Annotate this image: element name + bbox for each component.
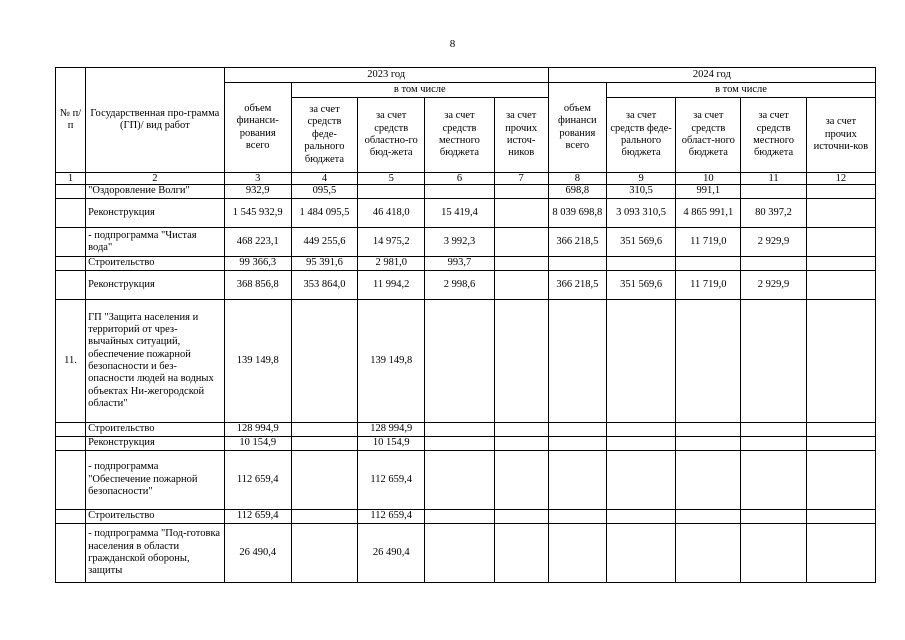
header-local-2024: за счет средств местного бюджета	[741, 98, 806, 173]
other-2024-cell	[806, 524, 875, 583]
federal-2024-cell	[606, 423, 675, 437]
federal-2024-cell	[606, 300, 675, 423]
regional-2023-cell: 46 418,0	[358, 199, 425, 228]
header-other-2023: за счет прочих источ-ников	[494, 98, 548, 173]
local-2024-cell	[741, 257, 806, 271]
volume-2023-cell: 128 994,9	[224, 423, 291, 437]
regional-2024-cell	[676, 451, 741, 510]
local-2024-cell	[741, 451, 806, 510]
other-2024-cell	[806, 451, 875, 510]
other-2023-cell	[494, 437, 548, 451]
regional-2023-cell: 10 154,9	[358, 437, 425, 451]
row-name-cell: ГП "Защита населения и территорий от чрез-вычайных ситуаций, обеспечение пожарной безопасности и без-опасности людей на водных объектах Ни-жегородской области"	[86, 300, 225, 423]
federal-2023-cell: 1 484 095,5	[291, 199, 357, 228]
regional-2023-cell: 26 490,4	[358, 524, 425, 583]
regional-2024-cell	[676, 510, 741, 524]
volume-2023-cell: 112 659,4	[224, 451, 291, 510]
volume-2023-cell: 112 659,4	[224, 510, 291, 524]
column-number: 9	[606, 173, 675, 185]
volume-2023-cell: 932,9	[224, 185, 291, 199]
local-2023-cell	[425, 300, 494, 423]
header-including-2024: в том числе	[606, 83, 875, 98]
row-number-cell	[56, 271, 86, 300]
local-2023-cell	[425, 423, 494, 437]
regional-2024-cell: 11 719,0	[676, 271, 741, 300]
federal-2023-cell	[291, 423, 357, 437]
other-2024-cell	[806, 257, 875, 271]
local-2023-cell: 993,7	[425, 257, 494, 271]
header-year-2024: 2024 год	[548, 68, 875, 83]
column-number: 12	[806, 173, 875, 185]
table-row	[56, 510, 876, 524]
volume-2024-cell: 8 039 698,8	[548, 199, 606, 228]
local-2023-cell	[425, 510, 494, 524]
federal-2023-cell	[291, 451, 357, 510]
table-header	[56, 68, 876, 173]
other-2023-cell	[494, 228, 548, 257]
column-number: 3	[224, 173, 291, 185]
federal-2024-cell: 351 569,6	[606, 271, 675, 300]
local-2024-cell	[741, 437, 806, 451]
volume-2023-cell: 468 223,1	[224, 228, 291, 257]
other-2023-cell	[494, 300, 548, 423]
regional-2023-cell: 2 981,0	[358, 257, 425, 271]
row-number-cell: 11.	[56, 300, 86, 423]
other-2024-cell	[806, 271, 875, 300]
column-number: 5	[358, 173, 425, 185]
table-row	[56, 423, 876, 437]
row-number-cell	[56, 199, 86, 228]
other-2023-cell	[494, 185, 548, 199]
header-col-num: № п/п	[56, 68, 86, 173]
local-2024-cell	[741, 510, 806, 524]
page-number: 8	[449, 38, 456, 50]
regional-2023-cell: 112 659,4	[358, 510, 425, 524]
column-number: 11	[741, 173, 806, 185]
table-row	[56, 524, 876, 583]
row-name-cell: Строительство	[86, 257, 225, 271]
column-number: 7	[494, 173, 548, 185]
regional-2023-cell: 14 975,2	[358, 228, 425, 257]
other-2024-cell	[806, 300, 875, 423]
volume-2024-cell: 366 218,5	[548, 228, 606, 257]
column-number: 2	[86, 173, 225, 185]
table-row	[56, 451, 876, 510]
regional-2023-cell: 139 149,8	[358, 300, 425, 423]
regional-2023-cell	[358, 185, 425, 199]
federal-2023-cell: 449 255,6	[291, 228, 357, 257]
other-2024-cell	[806, 185, 875, 199]
row-name-cell: Реконструкция	[86, 199, 225, 228]
local-2023-cell	[425, 451, 494, 510]
header-regional-2023: за счет средств областно-го бюд-жета	[358, 98, 425, 173]
volume-2024-cell	[548, 451, 606, 510]
row-number-cell	[56, 423, 86, 437]
other-2024-cell	[806, 228, 875, 257]
federal-2023-cell: 95 391,6	[291, 257, 357, 271]
row-number-cell	[56, 524, 86, 583]
row-name-cell: Реконструкция	[86, 437, 225, 451]
row-number-cell	[56, 451, 86, 510]
regional-2024-cell	[676, 257, 741, 271]
local-2023-cell: 15 419,4	[425, 199, 494, 228]
regional-2024-cell	[676, 524, 741, 583]
row-number-cell	[56, 185, 86, 199]
volume-2024-cell: 366 218,5	[548, 271, 606, 300]
local-2024-cell: 2 929,9	[741, 271, 806, 300]
row-name-cell: - подпрограмма "Чистая вода"	[86, 228, 225, 257]
row-name-cell: Реконструкция	[86, 271, 225, 300]
table-row	[56, 257, 876, 271]
row-number-cell	[56, 257, 86, 271]
other-2023-cell	[494, 257, 548, 271]
column-number: 8	[548, 173, 606, 185]
volume-2023-cell: 10 154,9	[224, 437, 291, 451]
header-col-program: Государственная про-грамма (ГП)/ вид работ	[86, 68, 225, 173]
federal-2024-cell: 351 569,6	[606, 228, 675, 257]
volume-2024-cell: 698,8	[548, 185, 606, 199]
volume-2023-cell: 368 856,8	[224, 271, 291, 300]
federal-2023-cell: 095,5	[291, 185, 357, 199]
local-2024-cell: 2 929,9	[741, 228, 806, 257]
regional-2023-cell: 128 994,9	[358, 423, 425, 437]
row-number-cell	[56, 510, 86, 524]
federal-2023-cell	[291, 300, 357, 423]
regional-2024-cell: 11 719,0	[676, 228, 741, 257]
regional-2024-cell: 991,1	[676, 185, 741, 199]
local-2024-cell	[741, 524, 806, 583]
volume-2024-cell	[548, 423, 606, 437]
header-federal-2024: за счет средств феде-рального бюджета	[606, 98, 675, 173]
local-2023-cell: 3 992,3	[425, 228, 494, 257]
other-2024-cell	[806, 510, 875, 524]
table-row	[56, 271, 876, 300]
other-2024-cell	[806, 437, 875, 451]
volume-2024-cell	[548, 257, 606, 271]
regional-2023-cell: 11 994,2	[358, 271, 425, 300]
header-other-2024: за счет прочих источни-ков	[806, 98, 875, 173]
volume-2024-cell	[548, 510, 606, 524]
federal-2024-cell	[606, 451, 675, 510]
column-number: 4	[291, 173, 357, 185]
volume-2024-cell	[548, 437, 606, 451]
regional-2024-cell: 4 865 991,1	[676, 199, 741, 228]
local-2024-cell	[741, 423, 806, 437]
regional-2024-cell	[676, 300, 741, 423]
federal-2024-cell	[606, 257, 675, 271]
other-2024-cell	[806, 423, 875, 437]
local-2023-cell: 2 998,6	[425, 271, 494, 300]
financing-table	[55, 67, 876, 583]
federal-2024-cell	[606, 524, 675, 583]
volume-2023-cell: 99 366,3	[224, 257, 291, 271]
volume-2023-cell: 1 545 932,9	[224, 199, 291, 228]
table-row	[56, 185, 876, 199]
federal-2024-cell: 3 093 310,5	[606, 199, 675, 228]
local-2023-cell	[425, 437, 494, 451]
local-2024-cell	[741, 185, 806, 199]
header-including-2023: в том числе	[291, 83, 548, 98]
other-2023-cell	[494, 271, 548, 300]
volume-2023-cell: 139 149,8	[224, 300, 291, 423]
local-2023-cell	[425, 185, 494, 199]
local-2024-cell: 80 397,2	[741, 199, 806, 228]
federal-2023-cell	[291, 524, 357, 583]
other-2024-cell	[806, 199, 875, 228]
other-2023-cell	[494, 524, 548, 583]
other-2023-cell	[494, 451, 548, 510]
federal-2024-cell	[606, 510, 675, 524]
federal-2024-cell: 310,5	[606, 185, 675, 199]
row-name-cell: - подпрограмма "Обеспечение пожарной безопасности"	[86, 451, 225, 510]
column-number: 1	[56, 173, 86, 185]
table-row	[56, 228, 876, 257]
table-row	[56, 437, 876, 451]
table-row	[56, 300, 876, 423]
header-volume-2023: объем финанси-рования всего	[224, 83, 291, 173]
header-regional-2024: за счет средств област-ного бюджета	[676, 98, 741, 173]
row-name-cell: Строительство	[86, 423, 225, 437]
row-name-cell: Строительство	[86, 510, 225, 524]
federal-2023-cell: 353 864,0	[291, 271, 357, 300]
table-row	[56, 199, 876, 228]
regional-2024-cell	[676, 437, 741, 451]
header-volume-2024: объем финанси рования всего	[548, 83, 606, 173]
column-numbers-row	[56, 173, 876, 185]
volume-2024-cell	[548, 524, 606, 583]
row-number-cell	[56, 228, 86, 257]
row-name-cell: "Оздоровление Волги"	[86, 185, 225, 199]
other-2023-cell	[494, 423, 548, 437]
volume-2023-cell: 26 490,4	[224, 524, 291, 583]
header-year-2023: 2023 год	[224, 68, 548, 83]
federal-2023-cell	[291, 437, 357, 451]
local-2023-cell	[425, 524, 494, 583]
regional-2023-cell: 112 659,4	[358, 451, 425, 510]
table-body	[56, 185, 876, 583]
column-number: 6	[425, 173, 494, 185]
federal-2023-cell	[291, 510, 357, 524]
row-number-cell	[56, 437, 86, 451]
federal-2024-cell	[606, 437, 675, 451]
other-2023-cell	[494, 199, 548, 228]
other-2023-cell	[494, 510, 548, 524]
regional-2024-cell	[676, 423, 741, 437]
row-name-cell: - подпрограмма "Под-готовка населения в области гражданской обороны, защиты	[86, 524, 225, 583]
column-number: 10	[676, 173, 741, 185]
header-local-2023: за счет средств местного бюджета	[425, 98, 494, 173]
volume-2024-cell	[548, 300, 606, 423]
header-federal-2023: за счет средств феде-рального бюджета	[291, 98, 357, 173]
local-2024-cell	[741, 300, 806, 423]
